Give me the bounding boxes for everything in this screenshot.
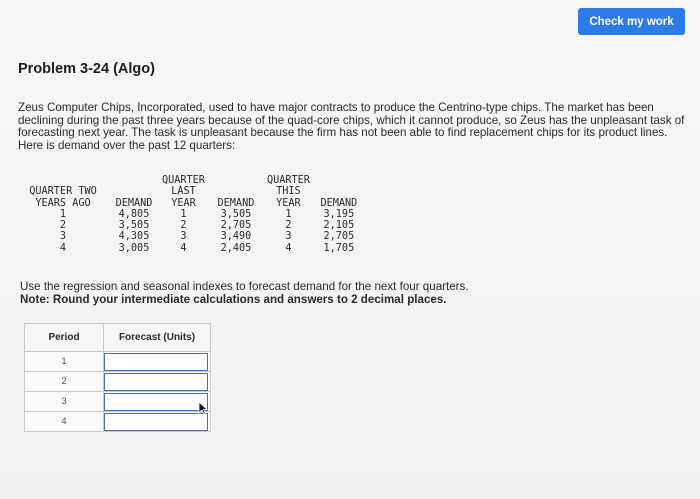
demand-cell: 2,705: [220, 220, 252, 232]
table-row: [20, 209, 368, 220]
check-my-work-button[interactable]: Check my work: [578, 8, 685, 35]
table-row: [20, 231, 368, 242]
period-header: Period: [25, 324, 104, 352]
period-cell: 3: [25, 392, 104, 412]
instruction-line: Use the regression and seasonal indexes to forecast demand for the next four quarters.: [20, 280, 469, 293]
quarter-cell: 1: [180, 208, 187, 220]
quarter-cell: 2: [59, 220, 67, 232]
quarter-cell: 4: [180, 242, 187, 254]
quarter-cell: 2: [285, 220, 292, 232]
demand-cell: 3,005: [118, 242, 150, 254]
demand-cell: 4,305: [118, 231, 150, 243]
forecast-cell: [104, 372, 211, 392]
header-demand-3: DEMAND: [320, 197, 358, 209]
header-demand-2: DEMAND: [217, 197, 255, 209]
table-row: [25, 352, 211, 372]
problem-title: Problem 3-24 (Algo): [18, 61, 155, 77]
demand-cell: 1,705: [323, 242, 355, 254]
forecast-input-3[interactable]: [104, 393, 208, 411]
forecast-header-row: [25, 324, 211, 352]
table-row: [20, 220, 368, 231]
demand-cell: 3,490: [220, 231, 252, 243]
table-row: [25, 412, 211, 432]
demand-cell: 2,105: [323, 220, 355, 232]
quarter-cell: 3: [59, 231, 67, 243]
header-quarter-two-years-ago: QUARTER TWO YEARS AGO: [29, 186, 97, 209]
forecast-header: Forecast (Units): [104, 324, 211, 352]
table-row: [25, 392, 211, 412]
forecast-cell: [104, 352, 211, 372]
demand-cell: 3,505: [220, 208, 252, 220]
quarter-cell: 4: [285, 242, 292, 254]
table-row: [20, 243, 368, 254]
quarter-cell: 3: [285, 231, 292, 243]
demand-table-header: [20, 175, 368, 209]
demand-cell: 4,805: [118, 208, 150, 220]
header-quarter-last-year: QUARTER LAST YEAR: [162, 175, 205, 209]
quarter-cell: 1: [285, 208, 292, 220]
table-row: [25, 372, 211, 392]
quarter-cell: 3: [180, 231, 187, 243]
quarter-cell: 1: [59, 208, 67, 220]
demand-cell: 2,405: [220, 242, 252, 254]
quarter-cell: 4: [59, 242, 67, 254]
period-cell: 1: [25, 352, 104, 372]
forecast-input-2[interactable]: [104, 373, 208, 391]
demand-data-table: [20, 175, 368, 254]
rounding-note: Note: Round your intermediate calculations and answers to 2 decimal places.: [20, 293, 447, 306]
demand-cell: 3,505: [118, 220, 150, 232]
forecast-cell: [104, 412, 211, 432]
mouse-cursor-icon: [198, 401, 208, 415]
instructions: [20, 280, 469, 306]
demand-cell: 2,705: [323, 231, 355, 243]
problem-description: Zeus Computer Chips, Incorporated, used to have major contracts to produce the Centrino-type chips. The market has been declining during the past three years because of the quad-core chips, which it cannot produce, so Zeus has the unpleasant task of forecasting next year. The task is unpleasant because the firm has not been able to find replacement chips for its product lines. Here is demand over the past 12 quarters:: [18, 101, 685, 152]
forecast-input-4[interactable]: [104, 413, 208, 431]
period-cell: 2: [25, 372, 104, 392]
quarter-cell: 2: [180, 220, 187, 232]
period-cell: 4: [25, 412, 104, 432]
demand-cell: 3,195: [323, 208, 355, 220]
forecast-cell: [104, 392, 211, 412]
forecast-input-1[interactable]: [104, 353, 208, 371]
forecast-table: [24, 323, 211, 432]
header-demand-1: DEMAND: [115, 197, 153, 209]
header-quarter-this-year: QUARTER THIS YEAR: [266, 175, 310, 209]
